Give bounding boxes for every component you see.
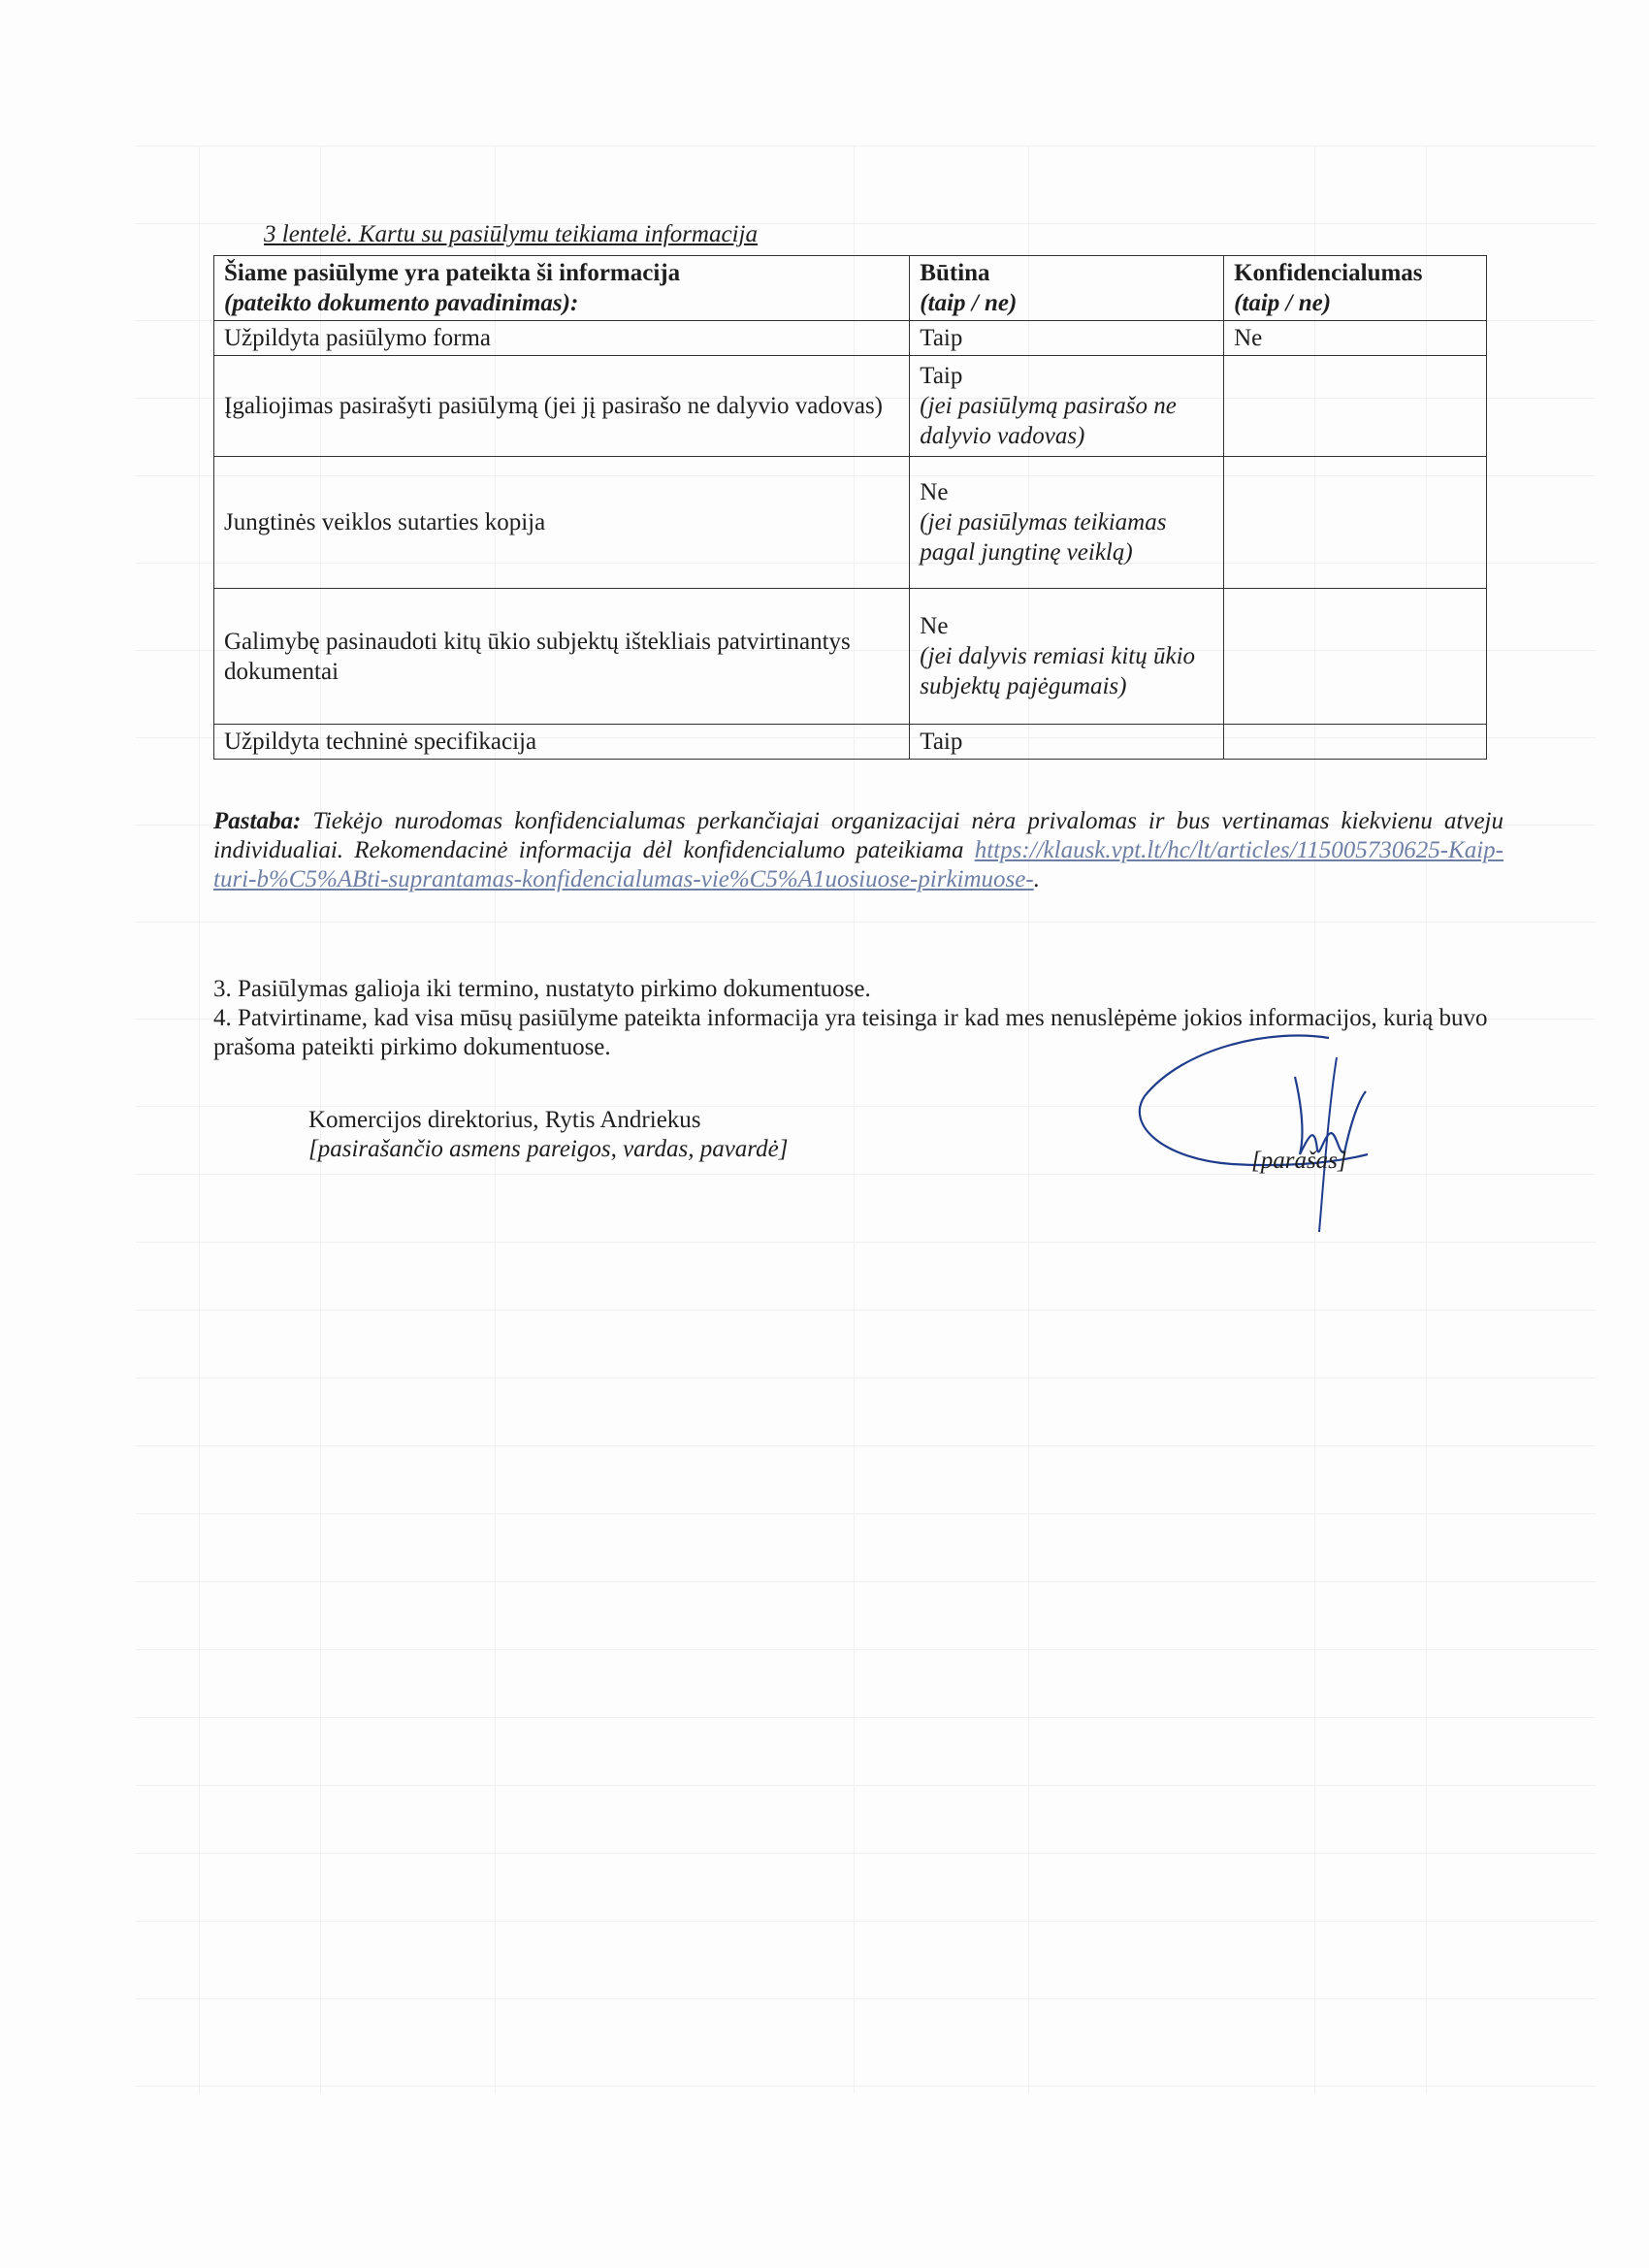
handwritten-signature bbox=[1125, 1019, 1377, 1242]
cell-document: Įgaliojimas pasirašyti pasiūlymą (jei jį pasirašo ne dalyvio vadovas) bbox=[214, 356, 910, 457]
cell-document: Užpildyta techninė specifikacija bbox=[214, 725, 910, 760]
header-document: Šiame pasiūlyme yra pateikta ši informacija (pateikto dokumento pavadinimas): bbox=[214, 256, 910, 321]
signer-name: Komercijos direktorius, Rytis Andriekus bbox=[308, 1107, 701, 1133]
point-confirmation: 4. Patvirtiname, kad visa mūsų pasiūlyme pateikta informacija yra teisinga ir kad mes nenuslėpėme jokios informacijos, kurią buvo prašoma pateikti pirkimo dokumentuose. bbox=[213, 1005, 1488, 1060]
cell-document: Užpildyta pasiūlymo forma bbox=[214, 321, 910, 356]
signer-role-label: [pasirašančio asmens pareigos, vardas, pavardė] bbox=[308, 1136, 789, 1162]
signer-block bbox=[308, 1106, 788, 1164]
header-required: Būtina (taip / ne) bbox=[910, 256, 1224, 321]
signature-label: [parašas] bbox=[1251, 1148, 1347, 1174]
cell-required: Taip (jei pasiūlymą pasirašo ne dalyvio vadovas) bbox=[910, 356, 1224, 457]
note-label: Pastaba: bbox=[213, 808, 302, 834]
table-row bbox=[214, 457, 1487, 589]
cell-confidential bbox=[1224, 356, 1487, 457]
cell-required: Ne (jei pasiūlymas teikiamas pagal jungtinę veiklą) bbox=[910, 457, 1224, 589]
cell-document: Galimybę pasinaudoti kitų ūkio subjektų ištekliais patvirtinantys dokumentai bbox=[214, 589, 910, 725]
cell-required: Ne (jei dalyvis remiasi kitų ūkio subjektų pajėgumais) bbox=[910, 589, 1224, 725]
table-row bbox=[214, 356, 1487, 457]
cell-confidential bbox=[1224, 725, 1487, 760]
cell-required: Taip bbox=[910, 321, 1224, 356]
cell-required: Taip bbox=[910, 725, 1224, 760]
cell-confidential bbox=[1224, 589, 1487, 725]
confidentiality-note: Pastaba: Tiekėjo nurodomas konfidencialumas perkančiajai organizacijai nėra privalomas ir bus vertinamas kiekvienu atveju individualiai. Rekomendacinė informacija dėl konfidencialumo pateikiama https://klausk.vpt.lt/hc/lt/articles/115005730625-Kaip-turi-b%C5%ABti-suprantamas-konfidencialumas-vie%C5%A1uosiuose-pirkimuose-. bbox=[213, 808, 1504, 892]
submitted-info-table bbox=[213, 255, 1487, 760]
cell-document: Jungtinės veiklos sutarties kopija bbox=[214, 457, 910, 589]
note-text: Tiekėjo nurodomas konfidencialumas perkančiajai organizacijai nėra privalomas ir bus vertinamas kiekvienu atveju individualiai. Rekomendacinė informacija dėl konfidencialumo pateikiama bbox=[213, 808, 1504, 863]
header-confidential: Konfidencialumas (taip / ne) bbox=[1224, 256, 1487, 321]
point-validity: 3. Pasiūlymas galioja iki termino, nustatyto pirkimo dokumentuose. bbox=[213, 976, 871, 1002]
confidentiality-link[interactable]: https://klausk.vpt.lt/hc/lt/articles/115005730625-Kaip-turi-b%C5%ABti-suprantamas-konfidencialumas-vie%C5%A1uosiuose-pirkimuose- bbox=[213, 837, 1504, 892]
table-row bbox=[214, 725, 1487, 760]
table-header-row bbox=[214, 256, 1487, 321]
table-row bbox=[214, 589, 1487, 725]
cell-confidential: Ne bbox=[1224, 321, 1487, 356]
cell-confidential bbox=[1224, 457, 1487, 589]
table-caption: 3 lentelė. Kartu su pasiūlymu teikiama informacija bbox=[264, 221, 758, 247]
table-row bbox=[214, 321, 1487, 356]
